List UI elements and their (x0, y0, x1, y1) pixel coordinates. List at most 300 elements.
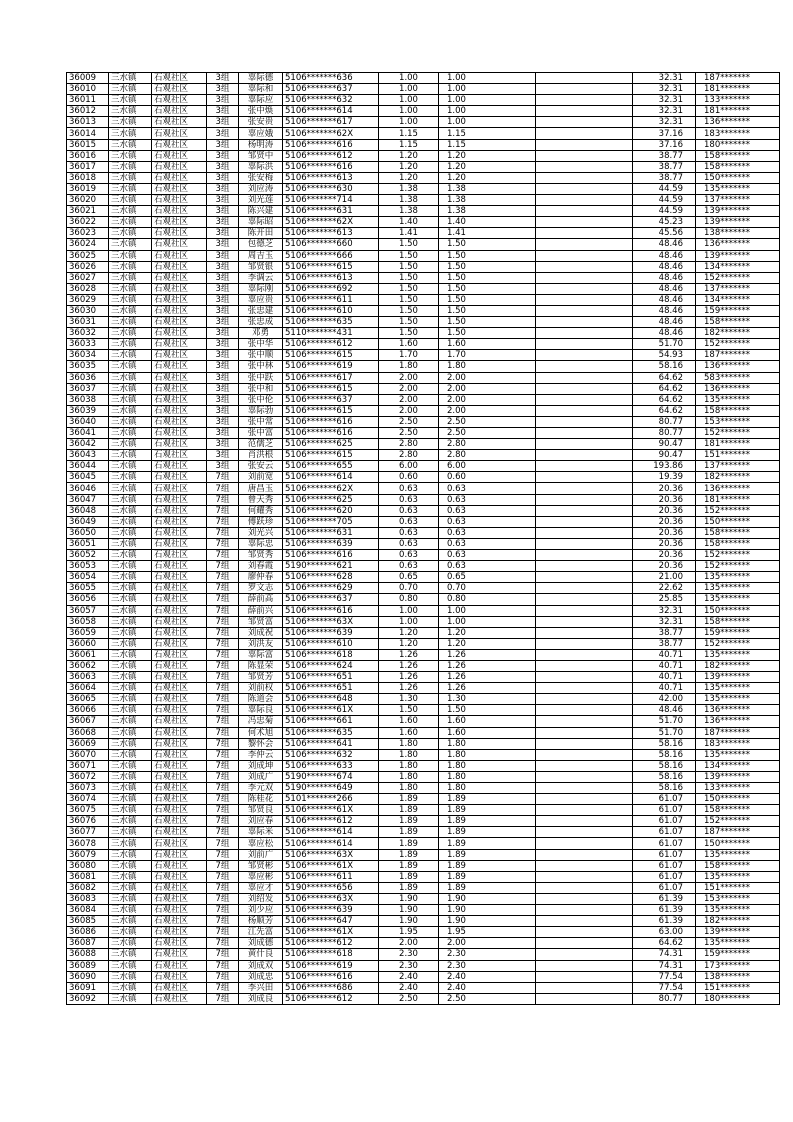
table-row (67, 927, 780, 938)
area-cell: 2.00 (379, 938, 439, 949)
community-cell: 石观社区 (152, 339, 207, 350)
community-cell: 石观社区 (152, 783, 207, 794)
area-cell: 1.89 (379, 871, 439, 882)
group-cell: 7组 (207, 827, 239, 838)
confirmed-area-cell: 1.80 (439, 783, 536, 794)
area-cell: 0.63 (379, 561, 439, 572)
row-number-cell: 36045 (67, 472, 109, 483)
group-cell: 3组 (207, 217, 239, 228)
id-number-cell: 5106*******616 (283, 550, 379, 561)
group-cell: 3组 (207, 361, 239, 372)
amount-cell: 38.77 (633, 161, 696, 172)
table-row (67, 195, 780, 206)
phone-cell: 139******* (696, 927, 780, 938)
confirmed-area-cell: 1.20 (439, 150, 536, 161)
phone-cell: 152******* (696, 561, 780, 572)
id-number-cell: 5190*******649 (283, 783, 379, 794)
area-cell: 1.50 (379, 328, 439, 339)
amount-cell: 32.31 (633, 616, 696, 627)
area-cell: 1.60 (379, 716, 439, 727)
name-cell: 李兴田 (239, 982, 283, 993)
confirmed-area-cell: 1.89 (439, 794, 536, 805)
blank-cell (536, 871, 633, 882)
id-number-cell: 5106*******61X (283, 927, 379, 938)
blank-cell (536, 472, 633, 483)
area-cell: 1.80 (379, 361, 439, 372)
town-cell: 三水镇 (109, 716, 152, 727)
community-cell: 石观社区 (152, 117, 207, 128)
blank-cell (536, 261, 633, 272)
community-cell: 石观社区 (152, 494, 207, 505)
table-row (67, 705, 780, 716)
group-cell: 7组 (207, 594, 239, 605)
name-cell: 刘成忠 (239, 971, 283, 982)
area-cell: 2.30 (379, 949, 439, 960)
area-cell: 1.20 (379, 161, 439, 172)
group-cell: 3组 (207, 461, 239, 472)
row-number-cell: 36026 (67, 261, 109, 272)
id-number-cell: 5106*******620 (283, 505, 379, 516)
group-cell: 3组 (207, 195, 239, 206)
amount-cell: 48.46 (633, 239, 696, 250)
name-cell: 辜际洪 (239, 161, 283, 172)
town-cell: 三水镇 (109, 550, 152, 561)
blank-cell (536, 893, 633, 904)
id-number-cell: 5106*******625 (283, 494, 379, 505)
community-cell: 石观社区 (152, 106, 207, 117)
group-cell: 3组 (207, 272, 239, 283)
area-cell: 1.80 (379, 760, 439, 771)
confirmed-area-cell: 1.41 (439, 228, 536, 239)
name-cell: 辜际应 (239, 95, 283, 106)
phone-cell: 152******* (696, 638, 780, 649)
group-cell: 7组 (207, 938, 239, 949)
row-number-cell: 36044 (67, 461, 109, 472)
blank-cell (536, 84, 633, 95)
blank-cell (536, 683, 633, 694)
town-cell: 三水镇 (109, 971, 152, 982)
row-number-cell: 36020 (67, 195, 109, 206)
amount-cell: 22.62 (633, 583, 696, 594)
table-row (67, 239, 780, 250)
amount-cell: 48.46 (633, 272, 696, 283)
row-number-cell: 36038 (67, 394, 109, 405)
name-cell: 杨明涛 (239, 139, 283, 150)
group-cell: 3组 (207, 372, 239, 383)
confirmed-area-cell: 1.26 (439, 683, 536, 694)
id-number-cell: 5106*******63X (283, 616, 379, 627)
area-cell: 2.50 (379, 993, 439, 1004)
phone-cell: 137******* (696, 283, 780, 294)
community-cell: 石观社区 (152, 183, 207, 194)
area-cell: 2.00 (379, 405, 439, 416)
table-row (67, 317, 780, 328)
table-row (67, 294, 780, 305)
town-cell: 三水镇 (109, 239, 152, 250)
phone-cell: 158******* (696, 150, 780, 161)
community-cell: 石观社区 (152, 250, 207, 261)
blank-cell (536, 372, 633, 383)
confirmed-area-cell: 1.50 (439, 328, 536, 339)
town-cell: 三水镇 (109, 84, 152, 95)
amount-cell: 44.59 (633, 206, 696, 217)
blank-cell (536, 527, 633, 538)
community-cell: 石观社区 (152, 660, 207, 671)
table-row (67, 760, 780, 771)
town-cell: 三水镇 (109, 217, 152, 228)
blank-cell (536, 672, 633, 683)
confirmed-area-cell: 0.63 (439, 550, 536, 561)
blank-cell (536, 705, 633, 716)
table-row (67, 172, 780, 183)
table-row (67, 106, 780, 117)
amount-cell: 40.71 (633, 649, 696, 660)
blank-cell (536, 461, 633, 472)
row-number-cell: 36032 (67, 328, 109, 339)
name-cell: 邹贤富 (239, 616, 283, 627)
row-number-cell: 36092 (67, 993, 109, 1004)
table-row (67, 527, 780, 538)
group-cell: 7组 (207, 949, 239, 960)
phone-cell: 152******* (696, 272, 780, 283)
blank-cell (536, 727, 633, 738)
community-cell: 石观社区 (152, 794, 207, 805)
table-row (67, 139, 780, 150)
phone-cell: 139******* (696, 206, 780, 217)
name-cell: 陈兴建 (239, 206, 283, 217)
name-cell: 张中跃 (239, 372, 283, 383)
community-cell: 石观社区 (152, 816, 207, 827)
table-row (67, 372, 780, 383)
community-cell: 石观社区 (152, 73, 207, 84)
confirmed-area-cell: 1.80 (439, 749, 536, 760)
amount-cell: 32.31 (633, 84, 696, 95)
group-cell: 7组 (207, 561, 239, 572)
amount-cell: 58.16 (633, 760, 696, 771)
confirmed-area-cell: 1.00 (439, 84, 536, 95)
amount-cell: 48.46 (633, 250, 696, 261)
group-cell: 7组 (207, 727, 239, 738)
table-row (67, 505, 780, 516)
row-number-cell: 36089 (67, 960, 109, 971)
amount-cell: 42.00 (633, 694, 696, 705)
phone-cell: 136******* (696, 483, 780, 494)
area-cell: 1.89 (379, 794, 439, 805)
phone-cell: 159******* (696, 305, 780, 316)
amount-cell: 58.16 (633, 783, 696, 794)
group-cell: 7组 (207, 871, 239, 882)
town-cell: 三水镇 (109, 771, 152, 782)
group-cell: 7组 (207, 494, 239, 505)
id-number-cell: 5106*******616 (283, 605, 379, 616)
table-row (67, 150, 780, 161)
town-cell: 三水镇 (109, 527, 152, 538)
row-number-cell: 36010 (67, 84, 109, 95)
id-number-cell: 5106*******692 (283, 283, 379, 294)
amount-cell: 64.62 (633, 938, 696, 949)
id-number-cell: 5106*******612 (283, 993, 379, 1004)
id-number-cell: 5106*******616 (283, 161, 379, 172)
blank-cell (536, 394, 633, 405)
phone-cell: 135******* (696, 649, 780, 660)
table-row (67, 893, 780, 904)
town-cell: 三水镇 (109, 128, 152, 139)
phone-cell: 134******* (696, 261, 780, 272)
confirmed-area-cell: 0.63 (439, 494, 536, 505)
amount-cell: 54.93 (633, 350, 696, 361)
group-cell: 7组 (207, 505, 239, 516)
town-cell: 三水镇 (109, 117, 152, 128)
amount-cell: 61.07 (633, 849, 696, 860)
area-cell: 1.89 (379, 860, 439, 871)
community-cell: 石观社区 (152, 527, 207, 538)
confirmed-area-cell: 1.89 (439, 827, 536, 838)
name-cell: 辜际和 (239, 84, 283, 95)
row-number-cell: 36047 (67, 494, 109, 505)
id-number-cell: 5106*******61X (283, 805, 379, 816)
id-number-cell: 5106*******615 (283, 350, 379, 361)
table-row (67, 461, 780, 472)
blank-cell (536, 228, 633, 239)
id-number-cell: 5106*******651 (283, 683, 379, 694)
phone-cell: 182******* (696, 916, 780, 927)
town-cell: 三水镇 (109, 949, 152, 960)
blank-cell (536, 328, 633, 339)
confirmed-area-cell: 2.80 (439, 439, 536, 450)
amount-cell: 40.71 (633, 672, 696, 683)
amount-cell: 40.71 (633, 660, 696, 671)
community-cell: 石观社区 (152, 538, 207, 549)
row-number-cell: 36051 (67, 538, 109, 549)
amount-cell: 32.31 (633, 605, 696, 616)
blank-cell (536, 805, 633, 816)
community-cell: 石观社区 (152, 827, 207, 838)
confirmed-area-cell: 0.63 (439, 561, 536, 572)
area-cell: 1.89 (379, 827, 439, 838)
phone-cell: 136******* (696, 383, 780, 394)
id-number-cell: 5106*******631 (283, 206, 379, 217)
community-cell: 石观社区 (152, 971, 207, 982)
town-cell: 三水镇 (109, 461, 152, 472)
name-cell: 刘成坤 (239, 760, 283, 771)
area-cell: 1.80 (379, 783, 439, 794)
id-number-cell: 5106*******610 (283, 305, 379, 316)
community-cell: 石观社区 (152, 771, 207, 782)
community-cell: 石观社区 (152, 916, 207, 927)
town-cell: 三水镇 (109, 905, 152, 916)
phone-cell: 583******* (696, 372, 780, 383)
community-cell: 石观社区 (152, 228, 207, 239)
area-cell: 0.63 (379, 505, 439, 516)
group-cell: 7组 (207, 638, 239, 649)
phone-cell: 139******* (696, 771, 780, 782)
phone-cell: 135******* (696, 849, 780, 860)
area-cell: 1.00 (379, 605, 439, 616)
amount-cell: 61.07 (633, 871, 696, 882)
phone-cell: 135******* (696, 938, 780, 949)
phone-cell: 136******* (696, 705, 780, 716)
area-cell: 1.20 (379, 638, 439, 649)
confirmed-area-cell: 1.89 (439, 860, 536, 871)
table-row (67, 672, 780, 683)
town-cell: 三水镇 (109, 106, 152, 117)
group-cell: 3组 (207, 328, 239, 339)
table-row (67, 339, 780, 350)
table-row (67, 838, 780, 849)
community-cell: 石观社区 (152, 516, 207, 527)
id-number-cell: 5106*******705 (283, 516, 379, 527)
blank-cell (536, 538, 633, 549)
phone-cell: 187******* (696, 350, 780, 361)
blank-cell (536, 838, 633, 849)
community-cell: 石观社区 (152, 328, 207, 339)
community-cell: 石观社区 (152, 993, 207, 1004)
blank-cell (536, 849, 633, 860)
name-cell: 张中常 (239, 416, 283, 427)
town-cell: 三水镇 (109, 783, 152, 794)
table-row (67, 805, 780, 816)
group-cell: 7组 (207, 483, 239, 494)
town-cell: 三水镇 (109, 416, 152, 427)
area-cell: 2.40 (379, 982, 439, 993)
amount-cell: 32.31 (633, 95, 696, 106)
table-row (67, 982, 780, 993)
amount-cell: 45.23 (633, 217, 696, 228)
blank-cell (536, 106, 633, 117)
blank-cell (536, 749, 633, 760)
phone-cell: 136******* (696, 117, 780, 128)
table-row (67, 217, 780, 228)
community-cell: 石观社区 (152, 960, 207, 971)
row-number-cell: 36063 (67, 672, 109, 683)
amount-cell: 37.16 (633, 128, 696, 139)
community-cell: 石观社区 (152, 605, 207, 616)
confirmed-area-cell: 1.20 (439, 161, 536, 172)
town-cell: 三水镇 (109, 927, 152, 938)
area-cell: 1.26 (379, 660, 439, 671)
community-cell: 石观社区 (152, 95, 207, 106)
blank-cell (536, 172, 633, 183)
phone-cell: 158******* (696, 527, 780, 538)
name-cell: 刘成德 (239, 938, 283, 949)
community-cell: 石观社区 (152, 172, 207, 183)
name-cell: 罗文志 (239, 583, 283, 594)
phone-cell: 159******* (696, 627, 780, 638)
table-row (67, 827, 780, 838)
amount-cell: 25.85 (633, 594, 696, 605)
confirmed-area-cell: 1.26 (439, 660, 536, 671)
name-cell: 辜际米 (239, 827, 283, 838)
phone-cell: 136******* (696, 239, 780, 250)
row-number-cell: 36072 (67, 771, 109, 782)
community-cell: 石观社区 (152, 616, 207, 627)
confirmed-area-cell: 1.80 (439, 771, 536, 782)
community-cell: 石观社区 (152, 383, 207, 394)
blank-cell (536, 150, 633, 161)
table-row (67, 183, 780, 194)
blank-cell (536, 993, 633, 1004)
name-cell: 张中伦 (239, 394, 283, 405)
community-cell: 石观社区 (152, 84, 207, 95)
area-cell: 0.60 (379, 472, 439, 483)
town-cell: 三水镇 (109, 871, 152, 882)
amount-cell: 38.77 (633, 150, 696, 161)
row-number-cell: 36052 (67, 550, 109, 561)
name-cell: 刘前广 (239, 849, 283, 860)
row-number-cell: 36076 (67, 816, 109, 827)
row-number-cell: 36048 (67, 505, 109, 516)
phone-cell: 183******* (696, 738, 780, 749)
amount-cell: 74.31 (633, 949, 696, 960)
community-cell: 石观社区 (152, 505, 207, 516)
id-number-cell: 5106*******615 (283, 450, 379, 461)
row-number-cell: 36061 (67, 649, 109, 660)
id-number-cell: 5190*******674 (283, 771, 379, 782)
town-cell: 三水镇 (109, 616, 152, 627)
id-number-cell: 5106*******610 (283, 638, 379, 649)
id-number-cell: 5106*******614 (283, 838, 379, 849)
row-number-cell: 36073 (67, 783, 109, 794)
community-cell: 石观社区 (152, 638, 207, 649)
area-cell: 1.26 (379, 672, 439, 683)
amount-cell: 77.54 (633, 982, 696, 993)
community-cell: 石观社区 (152, 882, 207, 893)
town-cell: 三水镇 (109, 405, 152, 416)
town-cell: 三水镇 (109, 893, 152, 904)
name-cell: 辜际勃 (239, 405, 283, 416)
id-number-cell: 5106*******647 (283, 916, 379, 927)
area-cell: 1.89 (379, 882, 439, 893)
group-cell: 7组 (207, 538, 239, 549)
id-number-cell: 5106*******616 (283, 139, 379, 150)
group-cell: 7组 (207, 527, 239, 538)
phone-cell: 182******* (696, 660, 780, 671)
confirmed-area-cell: 2.50 (439, 416, 536, 427)
phone-cell: 151******* (696, 450, 780, 461)
blank-cell (536, 938, 633, 949)
phone-cell: 150******* (696, 172, 780, 183)
community-cell: 石观社区 (152, 938, 207, 949)
table-row (67, 783, 780, 794)
community-cell: 石观社区 (152, 150, 207, 161)
phone-cell: 151******* (696, 882, 780, 893)
blank-cell (536, 439, 633, 450)
community-cell: 石观社区 (152, 583, 207, 594)
area-cell: 2.00 (379, 383, 439, 394)
confirmed-area-cell: 1.80 (439, 760, 536, 771)
area-cell: 1.00 (379, 84, 439, 95)
confirmed-area-cell: 0.60 (439, 472, 536, 483)
phone-cell: 187******* (696, 727, 780, 738)
community-cell: 石观社区 (152, 261, 207, 272)
amount-cell: 63.00 (633, 927, 696, 938)
id-number-cell: 5106*******617 (283, 372, 379, 383)
area-cell: 1.50 (379, 705, 439, 716)
area-cell: 1.41 (379, 228, 439, 239)
row-number-cell: 36083 (67, 893, 109, 904)
table-row (67, 261, 780, 272)
row-number-cell: 36013 (67, 117, 109, 128)
phone-cell: 135******* (696, 394, 780, 405)
table-row (67, 117, 780, 128)
name-cell: 张中华 (239, 339, 283, 350)
area-cell: 1.20 (379, 627, 439, 638)
group-cell: 7组 (207, 738, 239, 749)
blank-cell (536, 738, 633, 749)
group-cell: 3组 (207, 250, 239, 261)
id-number-cell: 5106*******615 (283, 405, 379, 416)
row-number-cell: 36056 (67, 594, 109, 605)
